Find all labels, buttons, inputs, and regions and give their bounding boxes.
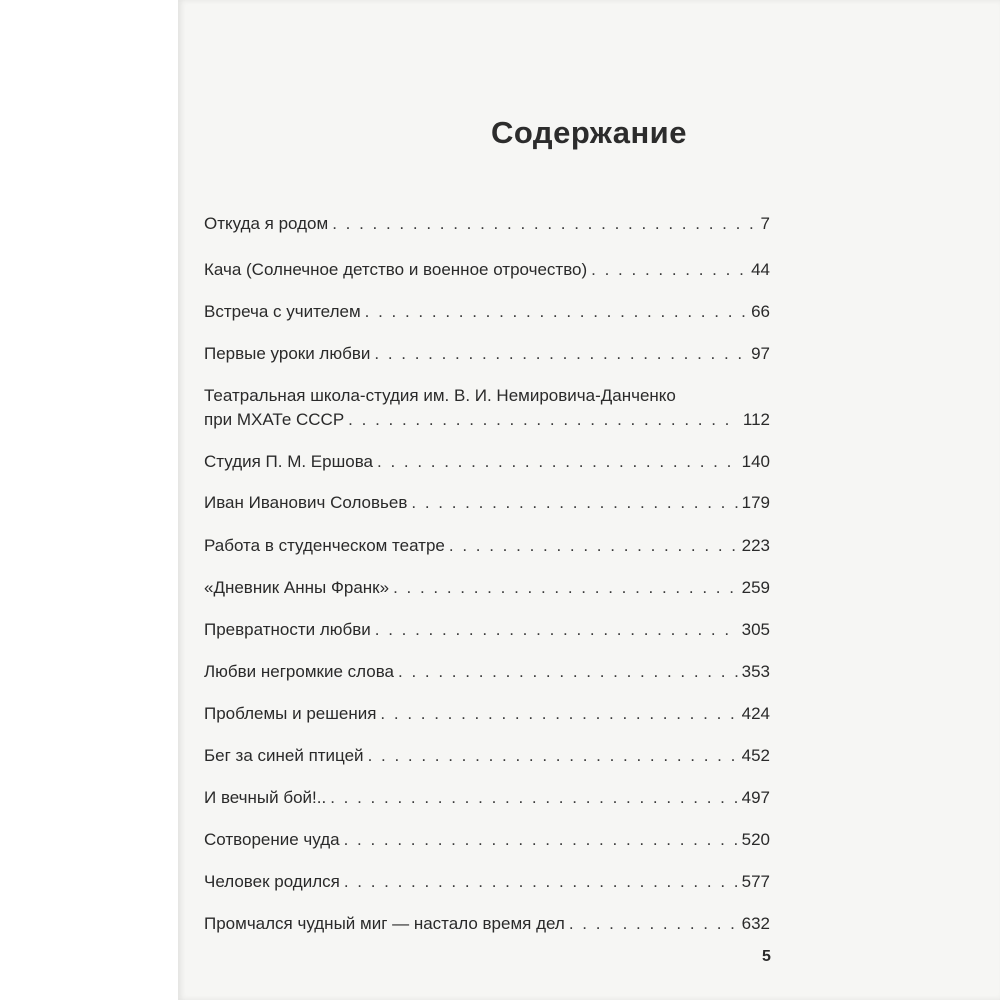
bleed-through-texture [270, 28, 790, 88]
leader-dots [377, 451, 738, 473]
toc-entry [204, 535, 770, 557]
toc-entry-title: Промчался чудный миг — настало время дел [204, 914, 565, 933]
toc-entry [204, 451, 770, 473]
leader-dots [344, 829, 738, 851]
toc-entry-title: Откуда я родом [204, 214, 329, 233]
page-number: 5 [762, 948, 771, 965]
leader-dots [449, 535, 738, 557]
toc-entry-page: 305 [741, 620, 770, 639]
toc-entry-title: Превратности любви [204, 620, 371, 639]
toc-entry [204, 259, 770, 281]
toc-entry [204, 745, 770, 767]
toc-entry-page: 97 [751, 344, 770, 363]
leader-dots [332, 213, 756, 235]
toc-entry-page: 7 [760, 214, 770, 233]
toc-entry-title: «Дневник Анны Франк» [204, 578, 390, 597]
leader-dots [569, 913, 738, 935]
toc-entry-title: И вечный бой!.. [204, 788, 327, 807]
toc-entry-page: 223 [741, 536, 770, 555]
toc-entry-title: Проблемы и решения [204, 704, 377, 723]
toc-entry-page: 259 [741, 578, 770, 597]
leader-dots [411, 492, 737, 514]
toc-entry-page: 112 [742, 410, 770, 429]
leader-dots [591, 259, 747, 281]
leader-dots [398, 661, 738, 683]
leader-dots [348, 409, 739, 431]
toc-entry-page: 497 [741, 788, 770, 807]
toc-entry [204, 913, 770, 935]
leader-dots [375, 619, 738, 641]
leader-dots [374, 343, 747, 365]
toc-entry-title: Бег за синей птицей [204, 746, 364, 765]
leader-dots [393, 577, 738, 599]
toc-entry [204, 385, 770, 431]
toc-entry-title: Иван Иванович Соловьев [204, 493, 408, 512]
toc-entry-title: Первые уроки любви [204, 344, 371, 363]
toc-entry-page: 577 [741, 872, 770, 891]
toc-entry [204, 703, 770, 725]
toc-entry-page: 452 [741, 746, 770, 765]
toc-entry-title: Сотворение чуда [204, 830, 340, 849]
toc-entry [204, 619, 770, 641]
toc-entry-page: 632 [741, 914, 770, 933]
leader-dots [365, 301, 747, 323]
toc-entry [204, 871, 770, 893]
toc-entry-page: 140 [741, 452, 770, 471]
toc-entry-page: 353 [741, 662, 770, 681]
leader-dots [368, 745, 738, 767]
toc-entry [204, 301, 770, 323]
toc-entry-title: Любви негромкие слова [204, 662, 395, 681]
leader-dots [380, 703, 737, 725]
toc-entry [204, 343, 770, 365]
toc-entry [204, 661, 770, 683]
leader-dots [344, 871, 738, 893]
toc-entry-page: 179 [741, 493, 770, 512]
toc-entry [204, 787, 770, 809]
toc-entry-title: Работа в студенческом театре [204, 536, 445, 555]
toc-entry-page: 424 [741, 704, 770, 723]
toc-entry [204, 492, 770, 514]
toc-entry-title: Студия П. М. Ершова [204, 452, 373, 471]
toc-entry [204, 577, 770, 599]
toc-entry-page: 44 [751, 260, 770, 279]
toc-entry-page: 66 [751, 302, 770, 321]
toc-entry [204, 829, 770, 851]
toc-entry-title: Кача (Солнечное детство и военное отрочество) [204, 260, 588, 279]
toc-entry [204, 213, 770, 235]
leader-dots [330, 787, 737, 809]
toc-entry-title: при МХАТе СССР [204, 410, 345, 429]
toc-entry-page: 520 [741, 830, 770, 849]
toc-entry-title: Встреча с учителем [204, 302, 361, 321]
toc-entry-title-line1: Театральная школа-студия им. В. И. Немировича-Данченко [204, 386, 676, 405]
page-title: Содержание [491, 114, 687, 150]
toc-entry-title: Человек родился [204, 872, 340, 891]
